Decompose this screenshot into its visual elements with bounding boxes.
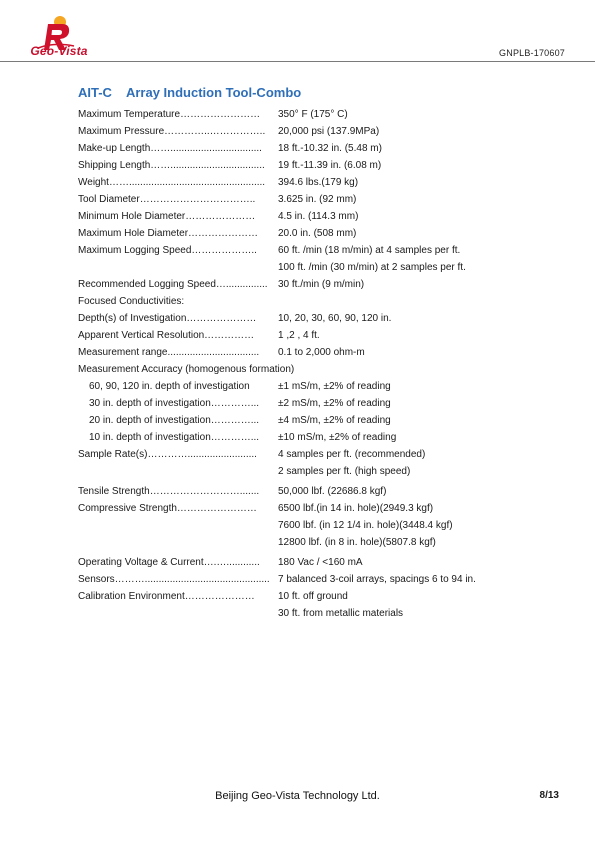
spec-label: Sample Rate(s)…………......................... xyxy=(78,449,257,460)
spec-value-line: 350° F (175° C) xyxy=(278,109,348,120)
spec-row xyxy=(78,327,538,344)
spec-label: Make-up Length……................................. xyxy=(78,143,262,154)
spec-label: Compressive Strength…………………… xyxy=(78,503,257,514)
spec-value-line: 18 ft.-10.32 in. (5.48 m) xyxy=(278,143,382,154)
spec-label: Tool Diameter…………………………….. xyxy=(78,194,256,205)
spec-value xyxy=(278,293,538,310)
spec-row xyxy=(78,208,538,225)
spec-value xyxy=(278,412,538,429)
spec-value-line: 7600 lbf. (in 12 1/4 in. hole)(3448.4 kgf) xyxy=(278,520,453,531)
spec-value-line: 6500 lbf.(in 14 in. hole)(2949.3 kgf) xyxy=(278,503,434,514)
spec-label: Measurement range................................. xyxy=(78,347,260,358)
spec-value-line: 100 ft. /min (30 m/min) at 2 samples per ft. xyxy=(278,262,466,273)
spec-row xyxy=(78,293,538,310)
spec-row xyxy=(78,140,538,157)
spec-value xyxy=(278,483,538,500)
spec-label: 10 in. depth of investigation…………... xyxy=(89,432,260,443)
spec-label: Depth(s) of Investigation………………… xyxy=(78,313,257,324)
spec-label: Maximum Pressure…………..…………….. xyxy=(78,126,266,137)
spec-value-line: 2 samples per ft. (high speed) xyxy=(278,466,411,477)
spec-value-line: 180 Vac / <160 mA xyxy=(278,557,363,568)
spec-label: Apparent Vertical Resolution…………… xyxy=(78,330,255,341)
spec-label: 20 in. depth of investigation…………... xyxy=(89,415,260,426)
spec-label: Maximum Hole Diameter………………… xyxy=(78,228,259,239)
page-number: 8/13 xyxy=(539,790,559,801)
spec-value-line: ±2 mS/m, ±2% of reading xyxy=(278,398,391,409)
spec-row xyxy=(78,344,538,361)
spec-value-line: 3.625 in. (92 mm) xyxy=(278,194,357,205)
page-footer xyxy=(0,790,595,806)
tool-code: AIT-C xyxy=(78,85,112,100)
spec-label: Focused Conductivities: xyxy=(78,296,185,307)
spec-value-line: 1 ,2 , 4 ft. xyxy=(278,330,320,341)
spec-value-line: 394.6 lbs.(179 kg) xyxy=(278,177,359,188)
spec-row xyxy=(78,106,538,123)
spec-value-line: 4 samples per ft. (recommended) xyxy=(278,449,426,460)
spec-value xyxy=(278,276,538,293)
spec-row xyxy=(78,225,538,242)
spec-value-line: 60 ft. /min (18 m/min) at 4 samples per ft. xyxy=(278,245,461,256)
spec-value-line: ±10 mS/m, ±2% of reading xyxy=(278,432,397,443)
spec-value-line: 19 ft.-11.39 in. (6.08 m) xyxy=(278,160,382,171)
spec-label: 60, 90, 120 in. depth of investigation xyxy=(89,381,250,392)
spec-value xyxy=(294,361,538,378)
spec-label: Operating Voltage & Current….…............ xyxy=(78,557,260,568)
spec-value-line: 0.1 to 2,000 ohm-m xyxy=(278,347,365,358)
spec-value xyxy=(278,242,538,276)
spec-row xyxy=(78,588,538,622)
spec-label: Maximum Logging Speed……………….. xyxy=(78,245,257,256)
spec-label: Tensile Strength………………………....... xyxy=(78,486,260,497)
spec-value-line: ±4 mS/m, ±2% of reading xyxy=(278,415,391,426)
spec-row xyxy=(78,571,538,588)
spec-row xyxy=(78,378,538,395)
spec-value xyxy=(278,140,538,157)
spec-value-line: 4.5 in. (114.3 mm) xyxy=(278,211,359,222)
spec-row xyxy=(78,446,538,480)
spec-value xyxy=(278,446,538,480)
spec-value xyxy=(278,191,538,208)
spec-label: Calibration Environment………………… xyxy=(78,591,255,602)
spec-value-line: 30 ft./min (9 m/min) xyxy=(278,279,365,290)
spec-row xyxy=(78,412,538,429)
spec-value xyxy=(278,500,538,551)
spec-label: Weight……................................................. xyxy=(78,177,266,188)
spec-value xyxy=(278,429,538,446)
spec-value xyxy=(278,174,538,191)
spec-value-line: 20,000 psi (137.9MPa) xyxy=(278,126,380,137)
spec-value-line: 20.0 in. (508 mm) xyxy=(278,228,357,239)
specification-list xyxy=(78,106,538,622)
header-divider xyxy=(0,61,595,62)
spec-row xyxy=(78,123,538,140)
spec-label: 30 in. depth of investigation…………... xyxy=(89,398,260,409)
spec-row xyxy=(78,483,538,500)
spec-label: Minimum Hole Diameter………………… xyxy=(78,211,256,222)
tool-name: Array Induction Tool-Combo xyxy=(125,85,302,100)
footer-company: Beijing Geo-Vista Technology Ltd. xyxy=(215,790,380,802)
spec-value-line: 30 ft. from metallic materials xyxy=(278,608,404,619)
spec-value xyxy=(278,123,538,140)
spec-label: Sensors………............................................. xyxy=(78,574,270,585)
spec-row xyxy=(78,429,538,446)
spec-row xyxy=(78,276,538,293)
spec-value xyxy=(278,344,538,361)
page-title xyxy=(78,85,301,100)
spec-row xyxy=(78,395,538,412)
spec-label: Maximum Temperature…………………… xyxy=(78,109,261,120)
spec-value xyxy=(278,378,538,395)
spec-value-line: 50,000 lbf. (22686.8 kgf) xyxy=(278,486,387,497)
spec-row xyxy=(78,157,538,174)
spec-value xyxy=(278,554,538,571)
spec-row xyxy=(78,361,538,378)
spec-row xyxy=(78,242,538,276)
spec-value-line: 10 ft. off ground xyxy=(278,591,348,602)
spec-label: Measurement Accuracy (homogenous formation) xyxy=(78,364,295,375)
document-number: GNPLB-170607 xyxy=(499,48,565,58)
spec-row xyxy=(78,310,538,327)
spec-value-line: 10, 20, 30, 60, 90, 120 in. xyxy=(278,313,392,324)
spec-label: Shipping Length…….................................. xyxy=(78,160,265,171)
spec-value xyxy=(278,310,538,327)
spec-value xyxy=(278,327,538,344)
brand-name: Geo-Vista xyxy=(30,44,88,58)
spec-row xyxy=(78,500,538,551)
spec-value-line: 7 balanced 3-coil arrays, spacings 6 to 94 in. xyxy=(278,574,476,585)
spec-row xyxy=(78,191,538,208)
spec-value xyxy=(278,571,538,588)
spec-value xyxy=(278,208,538,225)
spec-value xyxy=(278,225,538,242)
spec-row xyxy=(78,174,538,191)
spec-value xyxy=(278,588,538,622)
spec-value xyxy=(278,106,538,123)
spec-value-line: 12800 lbf. (in 8 in. hole)(5807.8 kgf) xyxy=(278,537,436,548)
spec-value xyxy=(278,157,538,174)
spec-value-line: ±1 mS/m, ±2% of reading xyxy=(278,381,391,392)
spec-value xyxy=(278,395,538,412)
spec-label: Recommended Logging Speed…............... xyxy=(78,279,268,290)
spec-row xyxy=(78,554,538,571)
